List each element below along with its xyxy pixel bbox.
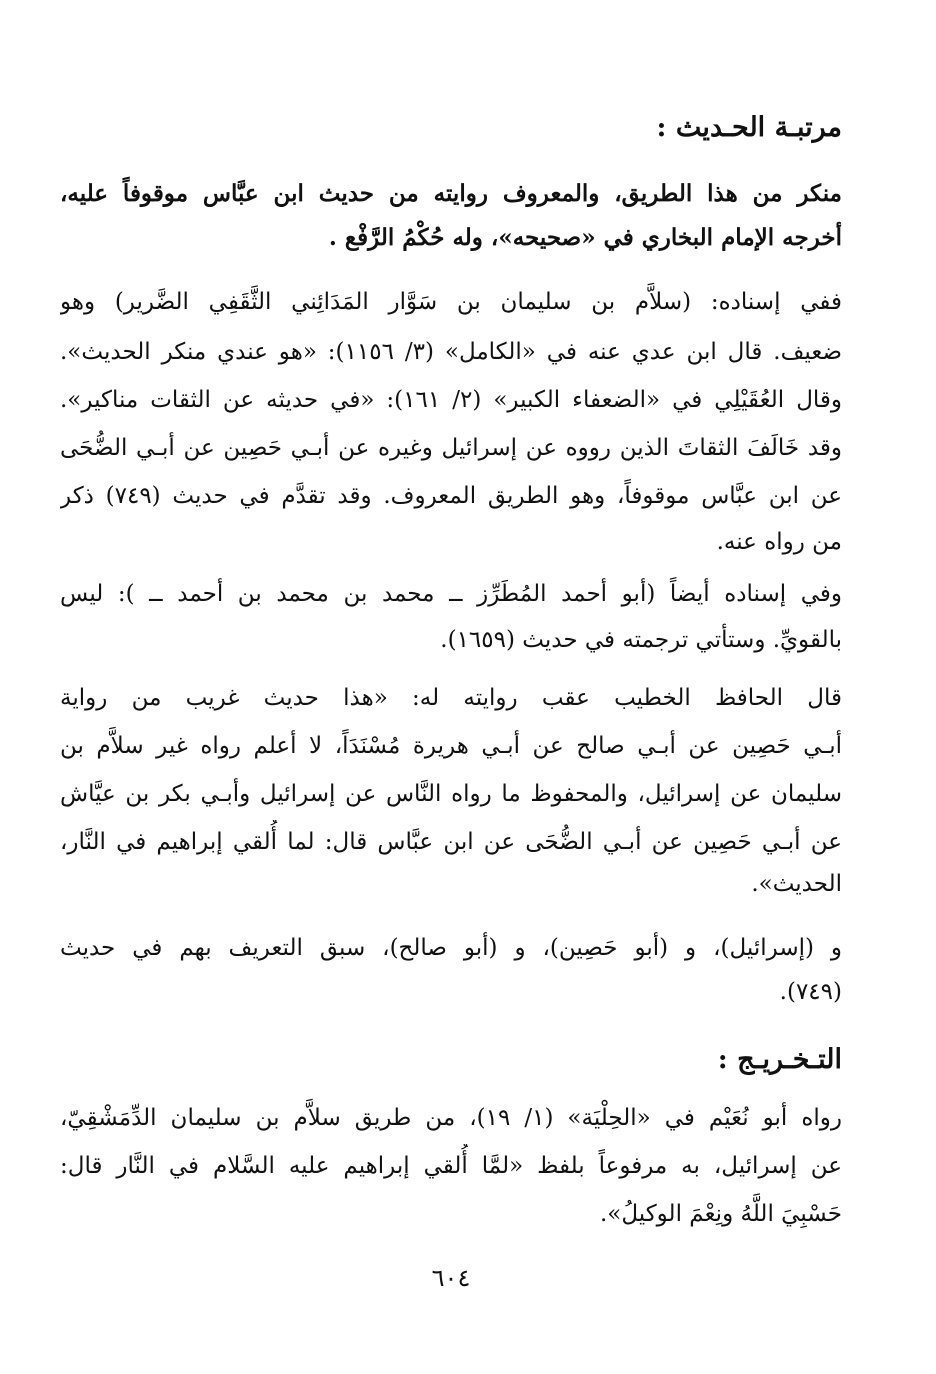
text-line: عن أبـي حَصِين عن أبـي الضُّحَى عن ابن عبَّاس قال: لما أُلقي إبراهيم في النَّار، [60, 829, 842, 855]
text-line: سليمان عن إسرائيل، والمحفوظ ما رواه النَّاس عن إسرائيل وأبـي بكر بن عيَّاش [60, 781, 842, 807]
text-line: منكر من هذا الطريق، والمعروف روايته من حديث ابن عبَّاس موقوفاً عليه، [60, 180, 842, 207]
text-line: الحديث». [751, 871, 842, 897]
takhrij-section-title: التـخـريـج : [717, 1044, 842, 1075]
text-line: من رواه عنه. [716, 529, 842, 555]
text-line: أخرجه الإمام البخاري في «صحيحه»، وله حُكْمُ الرَّفْع . [328, 224, 842, 251]
text-line: وفي إسناده أيضاً (أبو أحمد المُطَرِّز ــ محمد بن محمد بن أحمد ــ ): ليس [60, 581, 842, 607]
text-line: قال الحافظ الخطيب عقب روايته له: «هذا حديث غريب من رواية [60, 685, 842, 711]
page-number: ٦٠٤ [431, 1264, 471, 1292]
text-line: حَسْبِيَ اللَّهُ ونِعْمَ الوكيلُ». [599, 1201, 842, 1227]
text-line: رواه أبو نُعَيْم في «الحِلْيَة» (١/ ١٩)، من طريق سلاَّم بن سليمان الدِّمَشْقِيّ، [60, 1105, 842, 1131]
text-line: عن ابن عبَّاس موقوفاً، وهو الطريق المعروف. وقد تقدَّم في حديث (٧٤٩) ذكر [60, 483, 842, 509]
text-line: ففي إسناده: (سلاَّم بن سليمان بن سَوَّار المَدَائِني الثَّقَفِي الضَّرير) وهو [60, 289, 842, 315]
text-line: عن إسرائيل، به مرفوعاً بلفظ «لمَّا أُلقي إبراهيم عليه السَّلام في النَّار قال: [60, 1153, 842, 1179]
text-line: وقال العُقَيْلِي في «الضعفاء الكبير» (٢/ ١٦١): «في حديثه عن الثقات مناكير». [60, 387, 842, 413]
text-line: و (إسرائيل)، و (أبو حَصِين)، و (أبو صالح)، سبق التعريف بهم في حديث [60, 935, 842, 961]
text-line: أبـي حَصِين عن أبـي صالح عن أبـي هريرة مُسْنَدَاً، لا أعلم رواه غير سلاَّم بن [60, 733, 842, 759]
rank-section-title: مرتبـة الحـديث : [656, 112, 842, 143]
text-line: (٧٤٩). [779, 979, 842, 1005]
text-line: ضعيف. قال ابن عدي عنه في «الكامل» (٣/ ١١٥٦): «هو عندي منكر الحديث». [60, 339, 842, 365]
text-line: بالقويِّ. وستأتي ترجمته في حديث (١٦٥٩). [440, 627, 842, 653]
document-page [60, 0, 842, 1374]
text-line: وقد خَالَفَ الثقاتَ الذين رووه عن إسرائيل وغيره عن أبـي حَصِين عن أبـي الضُّحَى [60, 435, 842, 461]
